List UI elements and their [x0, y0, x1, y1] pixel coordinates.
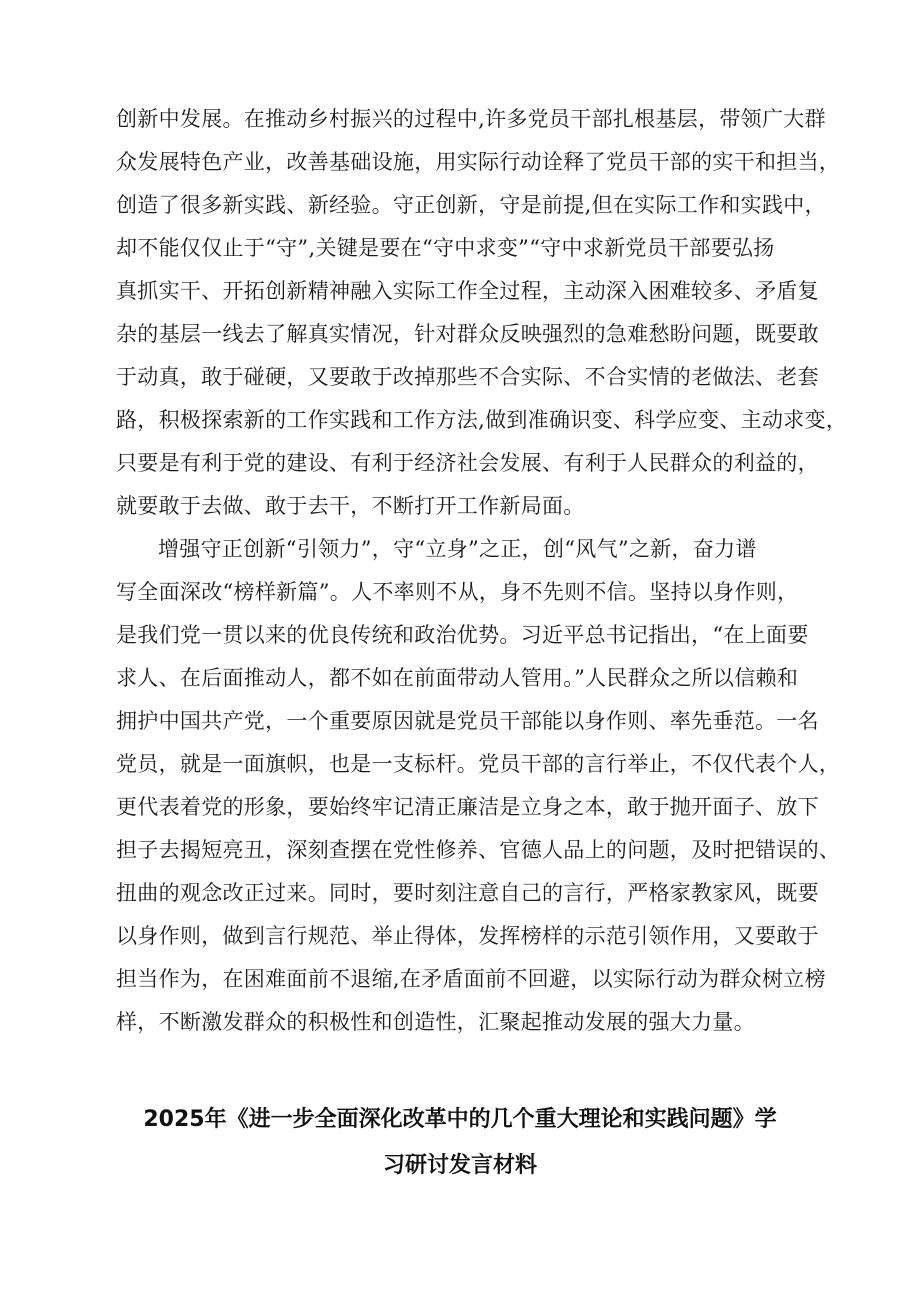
paragraph2-line: 更代表着党的形象，要始终牢记清正廉洁是立身之本，敢于抛开面子、放下	[116, 795, 819, 819]
paragraph2-line: 增强守正创新“引领力”，守“立身”之正，创“风气”之新，奋力谱	[158, 537, 757, 561]
paragraph1-line: 众发展特色产业，改善基础设施，用实际行动诠释了党员干部的实干和担当，	[116, 150, 841, 174]
paragraph2-line: 样，不断激发群众的积极性和创造性，汇聚起推动发展的强大力量。	[116, 1010, 755, 1034]
paragraph1-line: 杂的基层一线去了解真实情况，针对群众反映强烈的急难愁盼问题，既要敢	[116, 322, 819, 346]
paragraph2-line: 党员，就是一面旗帜，也是一支标杆。党员干部的言行举止，不仅代表个人，	[116, 752, 841, 776]
paragraph1-line: 创新中发展。在推动乡村振兴的过程中,许多党员干部扎根基层，带领广大群	[116, 107, 826, 131]
paragraph2-line: 担当作为，在困难面前不退缩,在矛盾面前不回避，以实际行动为群众树立榜	[116, 967, 826, 991]
paragraph1-line: 路，积极探索新的工作实践和工作方法,做到准确识变、科学应变、主动求变，	[116, 408, 848, 432]
document-heading-line2: 习研讨发言材料	[382, 1153, 537, 1178]
document-heading-line1: 2025年《进一步全面深化改革中的几个重大理论和实践问题》学	[143, 1107, 777, 1132]
paragraph2-line: 求人、在后面推动人，都不如在前面带动人管用。”人民群众之所以信赖和	[116, 666, 799, 690]
paragraph2-line: 扭曲的观念改正过来。同时，要时刻注意自己的言行，严格家教家风，既要	[116, 881, 819, 905]
paragraph2-line: 拥护中国共产党，一个重要原因就是党员干部能以身作则、率先垂范。一名	[116, 709, 819, 733]
paragraph2-line: 以身作则，做到言行规范、举止得体，发挥榜样的示范引领作用，又要敢于	[116, 924, 819, 948]
paragraph1-line: 于动真，敢于碰硬，又要敢于改掉那些不合实际、不合实情的老做法、老套	[116, 365, 819, 389]
paragraph1-line: 创造了很多新实践、新经验。守正创新，守是前提,但在实际工作和实践中，	[116, 193, 826, 217]
paragraph2-line: 是我们党一贯以来的优良传统和政治优势。习近平总书记指出，“在上面要	[116, 623, 809, 647]
paragraph1-line: 就要敢于去做、敢于去干，不断打开工作新局面。	[116, 494, 585, 518]
paragraph1-line: 却不能仅仅止于“守”,关键是要在“守中求变”“守中求新党员干部要弘扬	[116, 236, 775, 260]
body-text	[116, 98, 848, 1044]
paragraph2-line: 担子去揭短亮丑，深刻查摆在党性修养、官德人品上的问题，及时把错误的、	[116, 838, 841, 862]
paragraph2-line: 写全面深改“榜样新篇”。人不率则不从，身不先则不信。坚持以身作则，	[116, 580, 799, 604]
paragraph1-line: 只要是有利于党的建设、有利于经济社会发展、有利于人民群众的利益的，	[116, 451, 819, 475]
paragraph1-line: 真抓实干、开拓创新精神融入实际工作全过程，主动深入困难较多、矛盾复	[116, 279, 819, 303]
